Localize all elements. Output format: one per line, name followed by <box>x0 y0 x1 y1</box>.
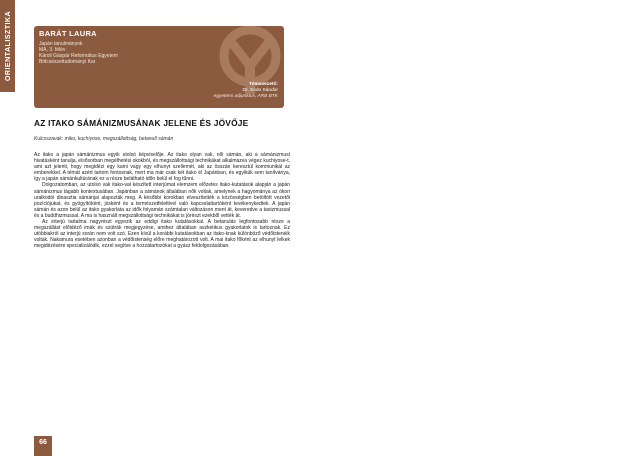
affiliation-line: Japán tanulmányok <box>39 41 83 47</box>
section-tab <box>0 0 15 92</box>
paragraph: Az interjú tartalma nagyrészt egyezik az eddigi itako kutatásokkal. A betanulás legfontosabb része a megszállást előidéző imák és szútrák megjegyzése, amihez általában aszketikus gyakorlatok is tartoznak. Ez utóbbiakról az interjú során nem volt szó. Ezen kívül a korábbi kutatásokban az itako-knak különböző védőistenéik voltak. Nakamura esetében azonban a védőistenség előre meghatározott volt. A mai itako főként az elhunyt lelkek megidézésére specializálódik, ezzel segítve a hozzátartozókat a gyász feldolgozásában. <box>34 219 290 250</box>
author-header-box <box>34 26 284 108</box>
supervisor-name: Dr. Sódo Sándor <box>242 88 278 93</box>
page-number: 66 <box>34 436 52 456</box>
keywords: Kulcsszavak: miko, kuchiyose, megszállottság, betanult sámán <box>34 136 174 142</box>
section-tab-label: ORIENTALISZTIKA <box>3 10 12 82</box>
supervisor-role: egyetemi adjunktus, ARB BTK <box>213 94 278 99</box>
paragraph: Dolgozatomban, az utolsó vak itako-val készített interjúmat elemzem előzetes itako-kutatások alapján a japán sámánizmus tágabb kontextusában. Japánban a sámánok általában nők voltak, amelynek a hagyománya az ókori uralkodói dinasztia sámánjai alapozták meg. A későbbi korokban elveszítették a közösségben betöltött vezetői pozíciójukat, és gyógyítóként, jósként és a természetfelettivel való kapcsolattartóként tevékenykedtek. A japán sámán és azon belül az itako gyakorlata az idők folyamán számtalan változáson ment át, keveredve a taoizmussal és a buddhizmussal. A ma is használt megszállottsági technikákat is jórészt ezekből vették át. <box>34 182 290 219</box>
author-name: BARÁT LAURA <box>39 29 97 38</box>
article-body <box>34 152 290 250</box>
affiliation-line: Károli Gáspár Református Egyetem <box>39 53 118 59</box>
affiliation-line: Bölcsészettudományi Kar <box>39 59 96 65</box>
paragraph: Az itako a japán sámánizmus egyik utolsó képviselője. Az itako olyan vak, női sámán, aki a sámánizmust hivatásként tanulja, elsősorban megélhetési okokból, és megszállottsági technikákat alkalmazva végez kuchiyose-t, ami azt jelenti, hogy megidézi egy kami vagy egy elhunyt szellemét, aki az összán keresztül kommunikál az emberekkel. A témát azért tartom fontosnak, mert ma már csak két itako él Japánban, és egyikük sem tanítványa, így a japán sámánkultúrának ez a része belátható időn belül el fog tűnni. <box>34 152 290 183</box>
article-title: AZ ITAKO SÁMÁNIZMUSÁNAK JELENE ÉS JÖVŐJE <box>34 118 249 128</box>
affiliation-line: MA, 3. félév <box>39 47 66 53</box>
supervisor-label: Témavezető: <box>248 82 278 87</box>
